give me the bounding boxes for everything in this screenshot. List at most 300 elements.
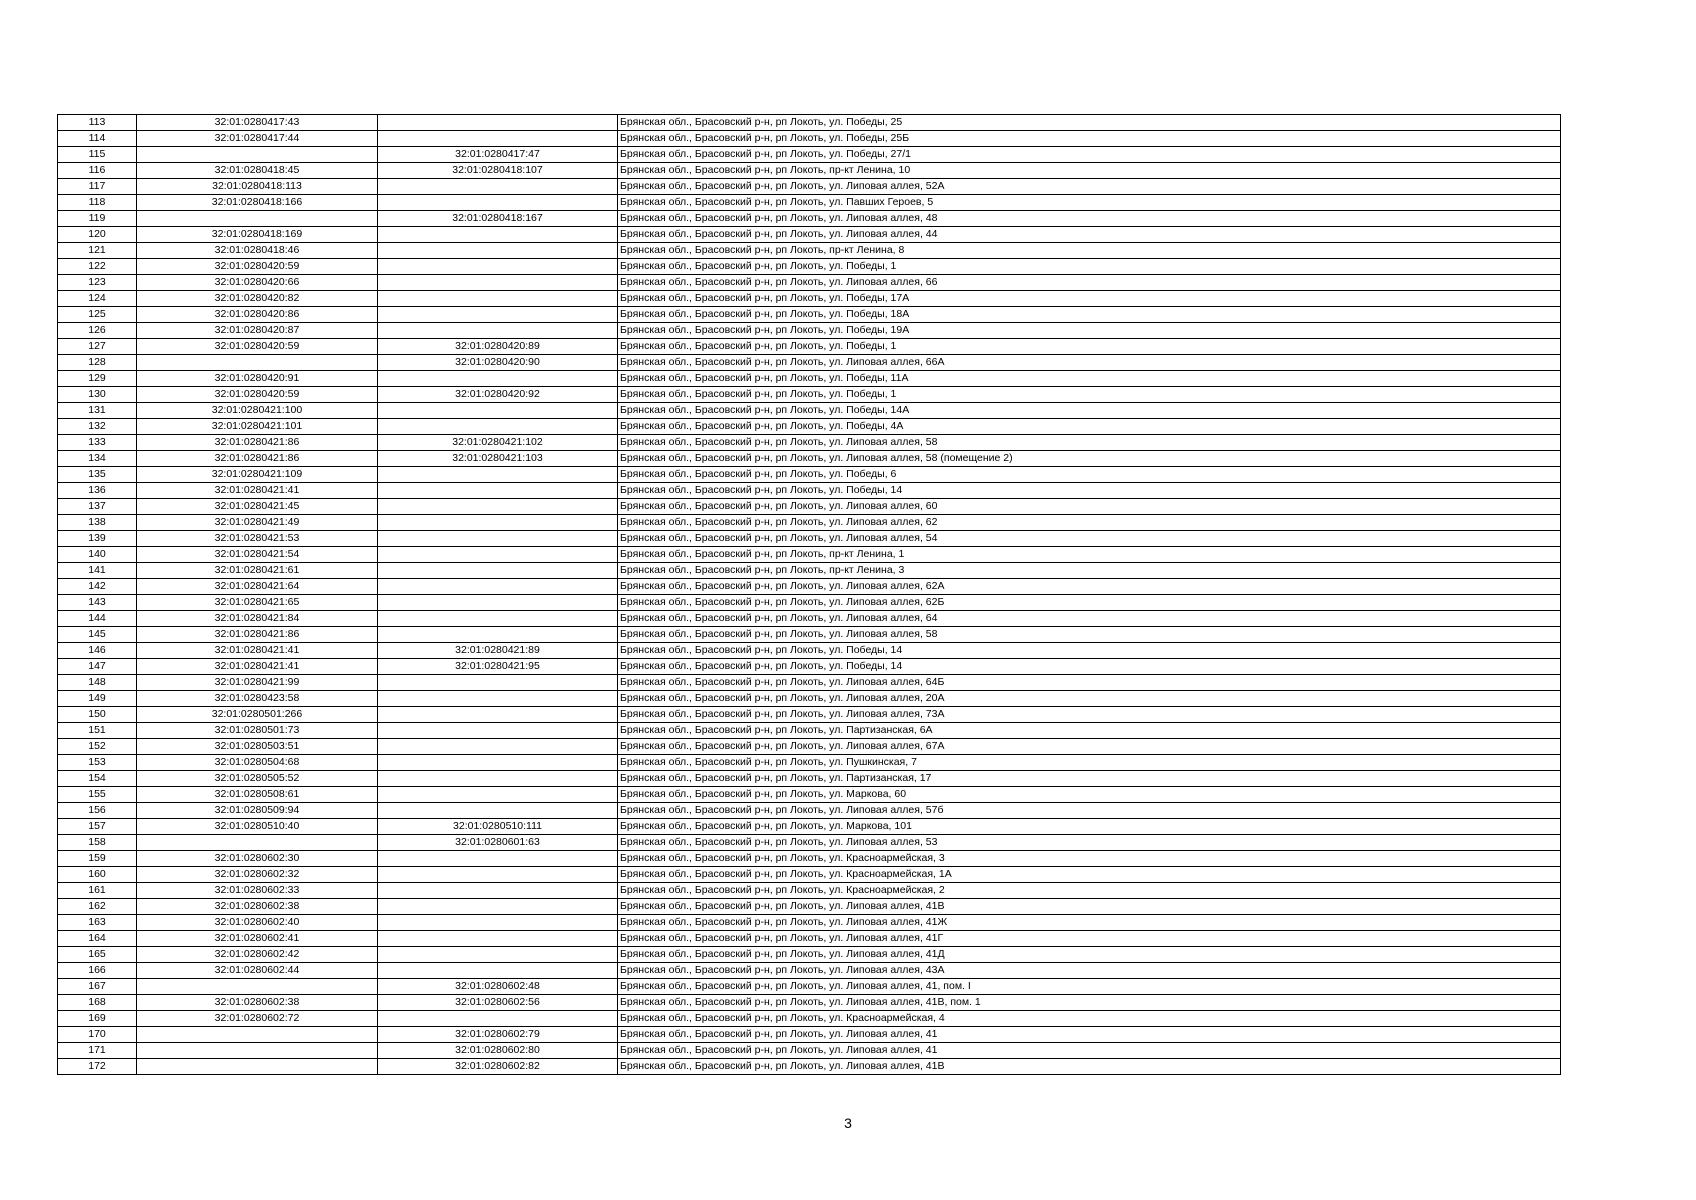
table-row [58, 947, 1561, 963]
address-cell: Брянская обл., Брасовский р-н, рп Локоть, ул. Победы, 1 [618, 259, 1561, 275]
row-number-cell: 138 [58, 515, 137, 531]
cadastral-number-cell: 32:01:0280421:109 [137, 467, 378, 483]
address-cell: Брянская обл., Брасовский р-н, рп Локоть, пр-кт Ленина, 10 [618, 163, 1561, 179]
cadastral-number-cell: 32:01:0280417:44 [137, 131, 378, 147]
address-cell: Брянская обл., Брасовский р-н, рп Локоть, ул. Победы, 25 [618, 115, 1561, 131]
related-cadastral-number-cell [378, 483, 618, 499]
address-cell: Брянская обл., Брасовский р-н, рп Локоть, ул. Липовая аллея, 62Б [618, 595, 1561, 611]
related-cadastral-number-cell [378, 963, 618, 979]
related-cadastral-number-cell [378, 259, 618, 275]
row-number-cell: 171 [58, 1043, 137, 1059]
address-cell: Брянская обл., Брасовский р-н, рп Локоть, ул. Липовая аллея, 58 [618, 627, 1561, 643]
address-cell: Брянская обл., Брасовский р-н, рп Локоть, ул. Липовая аллея, 67А [618, 739, 1561, 755]
address-cell: Брянская обл., Брасовский р-н, рп Локоть, ул. Победы, 18А [618, 307, 1561, 323]
cadastral-number-cell: 32:01:0280421:41 [137, 643, 378, 659]
table-row [58, 771, 1561, 787]
cadastral-number-cell: 32:01:0280602:40 [137, 915, 378, 931]
table-row [58, 755, 1561, 771]
row-number-cell: 164 [58, 931, 137, 947]
cadastral-number-cell: 32:01:0280420:66 [137, 275, 378, 291]
table-row [58, 995, 1561, 1011]
cadastral-number-cell: 32:01:0280421:45 [137, 499, 378, 515]
address-cell: Брянская обл., Брасовский р-н, рп Локоть, пр-кт Ленина, 1 [618, 547, 1561, 563]
cadastral-number-cell: 32:01:0280421:61 [137, 563, 378, 579]
table-row [58, 451, 1561, 467]
row-number-cell: 118 [58, 195, 137, 211]
table-row [58, 691, 1561, 707]
cadastral-number-cell: 32:01:0280421:54 [137, 547, 378, 563]
table-row [58, 915, 1561, 931]
cadastral-number-cell: 32:01:0280509:94 [137, 803, 378, 819]
related-cadastral-number-cell [378, 419, 618, 435]
table-row [58, 803, 1561, 819]
related-cadastral-number-cell [378, 723, 618, 739]
cadastral-number-cell: 32:01:0280602:38 [137, 995, 378, 1011]
cadastral-number-cell: 32:01:0280421:101 [137, 419, 378, 435]
row-number-cell: 146 [58, 643, 137, 659]
table-row [58, 819, 1561, 835]
row-number-cell: 152 [58, 739, 137, 755]
address-cell: Брянская обл., Брасовский р-н, рп Локоть, ул. Липовая аллея, 62А [618, 579, 1561, 595]
related-cadastral-number-cell [378, 515, 618, 531]
cadastral-number-cell: 32:01:0280418:166 [137, 195, 378, 211]
row-number-cell: 170 [58, 1027, 137, 1043]
related-cadastral-number-cell [378, 691, 618, 707]
related-cadastral-number-cell [378, 403, 618, 419]
cadastral-number-cell: 32:01:0280417:43 [137, 115, 378, 131]
address-cell: Брянская обл., Брасовский р-н, рп Локоть, ул. Липовая аллея, 41 [618, 1043, 1561, 1059]
table-row [58, 371, 1561, 387]
address-cell: Брянская обл., Брасовский р-н, рп Локоть, ул. Липовая аллея, 41Д [618, 947, 1561, 963]
address-cell: Брянская обл., Брасовский р-н, рп Локоть, ул. Липовая аллея, 73А [618, 707, 1561, 723]
row-number-cell: 117 [58, 179, 137, 195]
row-number-cell: 126 [58, 323, 137, 339]
related-cadastral-number-cell: 32:01:0280420:89 [378, 339, 618, 355]
row-number-cell: 161 [58, 883, 137, 899]
row-number-cell: 159 [58, 851, 137, 867]
cadastral-number-cell: 32:01:0280421:99 [137, 675, 378, 691]
cadastral-number-cell: 32:01:0280421:53 [137, 531, 378, 547]
address-cell: Брянская обл., Брасовский р-н, рп Локоть, ул. Липовая аллея, 48 [618, 211, 1561, 227]
address-cell: Брянская обл., Брасовский р-н, рп Локоть, ул. Красноармейская, 2 [618, 883, 1561, 899]
row-number-cell: 158 [58, 835, 137, 851]
table-row [58, 979, 1561, 995]
row-number-cell: 121 [58, 243, 137, 259]
address-cell: Брянская обл., Брасовский р-н, рп Локоть, ул. Победы, 14 [618, 483, 1561, 499]
related-cadastral-number-cell: 32:01:0280421:89 [378, 643, 618, 659]
related-cadastral-number-cell [378, 323, 618, 339]
row-number-cell: 141 [58, 563, 137, 579]
related-cadastral-number-cell [378, 915, 618, 931]
row-number-cell: 155 [58, 787, 137, 803]
row-number-cell: 131 [58, 403, 137, 419]
cadastral-number-cell: 32:01:0280420:87 [137, 323, 378, 339]
cadastral-number-cell: 32:01:0280421:65 [137, 595, 378, 611]
row-number-cell: 139 [58, 531, 137, 547]
row-number-cell: 145 [58, 627, 137, 643]
cadastral-number-cell: 32:01:0280510:40 [137, 819, 378, 835]
table-row [58, 547, 1561, 563]
row-number-cell: 144 [58, 611, 137, 627]
cadastral-number-cell: 32:01:0280418:113 [137, 179, 378, 195]
related-cadastral-number-cell [378, 771, 618, 787]
address-cell: Брянская обл., Брасовский р-н, рп Локоть, ул. Победы, 1 [618, 387, 1561, 403]
row-number-cell: 151 [58, 723, 137, 739]
address-cell: Брянская обл., Брасовский р-н, рп Локоть, ул. Липовая аллея, 41, пом. I [618, 979, 1561, 995]
address-cell: Брянская обл., Брасовский р-н, рп Локоть, ул. Липовая аллея, 20А [618, 691, 1561, 707]
address-cell: Брянская обл., Брасовский р-н, рп Локоть, ул. Липовая аллея, 41В [618, 1059, 1561, 1075]
row-number-cell: 172 [58, 1059, 137, 1075]
table-row [58, 931, 1561, 947]
table-row [58, 339, 1561, 355]
cadastral-number-cell: 32:01:0280421:84 [137, 611, 378, 627]
row-number-cell: 147 [58, 659, 137, 675]
row-number-cell: 125 [58, 307, 137, 323]
table-row [58, 435, 1561, 451]
address-cell: Брянская обл., Брасовский р-н, рп Локоть, ул. Липовая аллея, 66А [618, 355, 1561, 371]
address-cell: Брянская обл., Брасовский р-н, рп Локоть, ул. Липовая аллея, 41В [618, 899, 1561, 915]
related-cadastral-number-cell [378, 931, 618, 947]
table-row [58, 307, 1561, 323]
table-row [58, 1043, 1561, 1059]
cadastral-number-cell [137, 147, 378, 163]
row-number-cell: 157 [58, 819, 137, 835]
table-row [58, 147, 1561, 163]
address-cell: Брянская обл., Брасовский р-н, рп Локоть, ул. Липовая аллея, 41Г [618, 931, 1561, 947]
address-cell: Брянская обл., Брасовский р-н, рп Локоть, ул. Липовая аллея, 44 [618, 227, 1561, 243]
row-number-cell: 127 [58, 339, 137, 355]
address-cell: Брянская обл., Брасовский р-н, рп Локоть, ул. Победы, 11А [618, 371, 1561, 387]
cadastral-number-cell: 32:01:0280420:86 [137, 307, 378, 323]
address-cell: Брянская обл., Брасовский р-н, рп Локоть, ул. Красноармейская, 1А [618, 867, 1561, 883]
related-cadastral-number-cell: 32:01:0280602:79 [378, 1027, 618, 1043]
related-cadastral-number-cell [378, 275, 618, 291]
row-number-cell: 133 [58, 435, 137, 451]
related-cadastral-number-cell: 32:01:0280420:90 [378, 355, 618, 371]
related-cadastral-number-cell [378, 563, 618, 579]
address-cell: Брянская обл., Брасовский р-н, рп Локоть, пр-кт Ленина, 8 [618, 243, 1561, 259]
cadastral-number-cell: 32:01:0280508:61 [137, 787, 378, 803]
cadastral-number-cell: 32:01:0280420:59 [137, 339, 378, 355]
related-cadastral-number-cell [378, 739, 618, 755]
table-row [58, 835, 1561, 851]
table-row [58, 403, 1561, 419]
row-number-cell: 162 [58, 899, 137, 915]
cadastral-number-cell: 32:01:0280602:33 [137, 883, 378, 899]
address-cell: Брянская обл., Брасовский р-н, рп Локоть, ул. Липовая аллея, 58 [618, 435, 1561, 451]
row-number-cell: 154 [58, 771, 137, 787]
cadastral-number-cell [137, 355, 378, 371]
row-number-cell: 165 [58, 947, 137, 963]
table-row [58, 291, 1561, 307]
row-number-cell: 115 [58, 147, 137, 163]
related-cadastral-number-cell [378, 707, 618, 723]
row-number-cell: 140 [58, 547, 137, 563]
related-cadastral-number-cell [378, 243, 618, 259]
address-cell: Брянская обл., Брасовский р-н, рп Локоть, ул. Липовая аллея, 57б [618, 803, 1561, 819]
cadastral-number-cell: 32:01:0280602:30 [137, 851, 378, 867]
related-cadastral-number-cell [378, 179, 618, 195]
related-cadastral-number-cell: 32:01:0280602:48 [378, 979, 618, 995]
address-cell: Брянская обл., Брасовский р-н, рп Локоть, ул. Победы, 6 [618, 467, 1561, 483]
cadastral-number-cell [137, 979, 378, 995]
row-number-cell: 116 [58, 163, 137, 179]
row-number-cell: 123 [58, 275, 137, 291]
table-row [58, 163, 1561, 179]
cadastral-number-cell: 32:01:0280421:100 [137, 403, 378, 419]
related-cadastral-number-cell [378, 947, 618, 963]
cadastral-number-cell [137, 835, 378, 851]
cadastral-number-cell: 32:01:0280505:52 [137, 771, 378, 787]
table-row [58, 787, 1561, 803]
table-row [58, 243, 1561, 259]
table-row [58, 627, 1561, 643]
address-cell: Брянская обл., Брасовский р-н, рп Локоть, ул. Липовая аллея, 64Б [618, 675, 1561, 691]
address-cell: Брянская обл., Брасовский р-н, рп Локоть, ул. Маркова, 101 [618, 819, 1561, 835]
cadastral-number-cell: 32:01:0280423:58 [137, 691, 378, 707]
related-cadastral-number-cell: 32:01:0280417:47 [378, 147, 618, 163]
table-row [58, 659, 1561, 675]
related-cadastral-number-cell: 32:01:0280510:111 [378, 819, 618, 835]
cadastral-number-cell: 32:01:0280420:91 [137, 371, 378, 387]
table-row [58, 883, 1561, 899]
row-number-cell: 132 [58, 419, 137, 435]
row-number-cell: 156 [58, 803, 137, 819]
cadastral-number-cell: 32:01:0280421:86 [137, 435, 378, 451]
related-cadastral-number-cell [378, 547, 618, 563]
address-cell: Брянская обл., Брасовский р-н, рп Локоть, ул. Липовая аллея, 41 [618, 1027, 1561, 1043]
row-number-cell: 119 [58, 211, 137, 227]
address-cell: Брянская обл., Брасовский р-н, рп Локоть, ул. Победы, 25Б [618, 131, 1561, 147]
table-row [58, 867, 1561, 883]
related-cadastral-number-cell [378, 131, 618, 147]
table-row [58, 115, 1561, 131]
related-cadastral-number-cell: 32:01:0280418:167 [378, 211, 618, 227]
row-number-cell: 113 [58, 115, 137, 131]
address-cell: Брянская обл., Брасовский р-н, рп Локоть, ул. Победы, 17А [618, 291, 1561, 307]
cadastral-number-cell: 32:01:0280501:266 [137, 707, 378, 723]
related-cadastral-number-cell [378, 1011, 618, 1027]
related-cadastral-number-cell: 32:01:0280421:95 [378, 659, 618, 675]
address-cell: Брянская обл., Брасовский р-н, рп Локоть, ул. Липовая аллея, 41В, пом. 1 [618, 995, 1561, 1011]
address-cell: Брянская обл., Брасовский р-н, рп Локоть, ул. Красноармейская, 4 [618, 1011, 1561, 1027]
cadastral-number-cell [137, 211, 378, 227]
cadastral-number-cell: 32:01:0280420:82 [137, 291, 378, 307]
table-row [58, 1059, 1561, 1075]
table-row [58, 531, 1561, 547]
address-cell: Брянская обл., Брасовский р-н, рп Локоть, ул. Липовая аллея, 64 [618, 611, 1561, 627]
address-cell: Брянская обл., Брасовский р-н, рп Локоть, ул. Победы, 14А [618, 403, 1561, 419]
row-number-cell: 166 [58, 963, 137, 979]
cadastral-number-cell: 32:01:0280421:41 [137, 659, 378, 675]
related-cadastral-number-cell [378, 755, 618, 771]
table-row [58, 467, 1561, 483]
address-cell: Брянская обл., Брасовский р-н, рп Локоть, ул. Липовая аллея, 52А [618, 179, 1561, 195]
row-number-cell: 143 [58, 595, 137, 611]
cadastral-table [57, 114, 1561, 1075]
row-number-cell: 149 [58, 691, 137, 707]
row-number-cell: 153 [58, 755, 137, 771]
cadastral-number-cell: 32:01:0280504:68 [137, 755, 378, 771]
table-row [58, 643, 1561, 659]
table-row [58, 1011, 1561, 1027]
table-row [58, 195, 1561, 211]
address-cell: Брянская обл., Брасовский р-н, рп Локоть, пр-кт Ленина, 3 [618, 563, 1561, 579]
address-cell: Брянская обл., Брасовский р-н, рп Локоть, ул. Павших Героев, 5 [618, 195, 1561, 211]
related-cadastral-number-cell [378, 467, 618, 483]
address-cell: Брянская обл., Брасовский р-н, рп Локоть, ул. Липовая аллея, 41Ж [618, 915, 1561, 931]
related-cadastral-number-cell: 32:01:0280421:103 [378, 451, 618, 467]
related-cadastral-number-cell [378, 851, 618, 867]
table-row [58, 483, 1561, 499]
related-cadastral-number-cell [378, 803, 618, 819]
address-cell: Брянская обл., Брасовский р-н, рп Локоть, ул. Победы, 27/1 [618, 147, 1561, 163]
related-cadastral-number-cell [378, 227, 618, 243]
table-row [58, 131, 1561, 147]
row-number-cell: 114 [58, 131, 137, 147]
cadastral-number-cell: 32:01:0280418:46 [137, 243, 378, 259]
row-number-cell: 129 [58, 371, 137, 387]
related-cadastral-number-cell: 32:01:0280602:56 [378, 995, 618, 1011]
table-row [58, 275, 1561, 291]
related-cadastral-number-cell: 32:01:0280601:63 [378, 835, 618, 851]
cadastral-number-cell: 32:01:0280503:51 [137, 739, 378, 755]
table-row [58, 323, 1561, 339]
table-row [58, 899, 1561, 915]
related-cadastral-number-cell [378, 115, 618, 131]
related-cadastral-number-cell [378, 899, 618, 915]
row-number-cell: 148 [58, 675, 137, 691]
related-cadastral-number-cell [378, 579, 618, 595]
cadastral-number-cell: 32:01:0280418:45 [137, 163, 378, 179]
related-cadastral-number-cell [378, 883, 618, 899]
table-row [58, 563, 1561, 579]
cadastral-number-cell [137, 1059, 378, 1075]
row-number-cell: 136 [58, 483, 137, 499]
row-number-cell: 124 [58, 291, 137, 307]
address-cell: Брянская обл., Брасовский р-н, рп Локоть, ул. Липовая аллея, 58 (помещение 2) [618, 451, 1561, 467]
address-cell: Брянская обл., Брасовский р-н, рп Локоть, ул. Партизанская, 6А [618, 723, 1561, 739]
related-cadastral-number-cell [378, 499, 618, 515]
address-cell: Брянская обл., Брасовский р-н, рп Локоть, ул. Победы, 19А [618, 323, 1561, 339]
cadastral-number-cell: 32:01:0280602:41 [137, 931, 378, 947]
address-cell: Брянская обл., Брасовский р-н, рп Локоть, ул. Маркова, 60 [618, 787, 1561, 803]
row-number-cell: 160 [58, 867, 137, 883]
address-cell: Брянская обл., Брасовский р-н, рп Локоть, ул. Красноармейская, 3 [618, 851, 1561, 867]
page-number: 3 [844, 1115, 852, 1131]
row-number-cell: 120 [58, 227, 137, 243]
related-cadastral-number-cell [378, 531, 618, 547]
related-cadastral-number-cell [378, 307, 618, 323]
table-row [58, 739, 1561, 755]
related-cadastral-number-cell [378, 371, 618, 387]
table-row [58, 179, 1561, 195]
row-number-cell: 122 [58, 259, 137, 275]
table-row [58, 355, 1561, 371]
table-row [58, 515, 1561, 531]
cadastral-number-cell: 32:01:0280602:72 [137, 1011, 378, 1027]
table-row [58, 227, 1561, 243]
cadastral-number-cell: 32:01:0280421:86 [137, 451, 378, 467]
cadastral-number-cell: 32:01:0280420:59 [137, 259, 378, 275]
address-cell: Брянская обл., Брасовский р-н, рп Локоть, ул. Партизанская, 17 [618, 771, 1561, 787]
table-body [58, 115, 1561, 1075]
related-cadastral-number-cell: 32:01:0280602:82 [378, 1059, 618, 1075]
address-cell: Брянская обл., Брасовский р-н, рп Локоть, ул. Победы, 4А [618, 419, 1561, 435]
cadastral-number-cell: 32:01:0280602:44 [137, 963, 378, 979]
related-cadastral-number-cell [378, 627, 618, 643]
row-number-cell: 134 [58, 451, 137, 467]
related-cadastral-number-cell: 32:01:0280421:102 [378, 435, 618, 451]
cadastral-number-cell: 32:01:0280602:32 [137, 867, 378, 883]
cadastral-number-cell: 32:01:0280421:86 [137, 627, 378, 643]
table-row [58, 499, 1561, 515]
address-cell: Брянская обл., Брасовский р-н, рп Локоть, ул. Пушкинская, 7 [618, 755, 1561, 771]
row-number-cell: 163 [58, 915, 137, 931]
cadastral-number-cell: 32:01:0280602:38 [137, 899, 378, 915]
table-row [58, 595, 1561, 611]
table-row [58, 579, 1561, 595]
table-row [58, 963, 1561, 979]
related-cadastral-number-cell: 32:01:0280602:80 [378, 1043, 618, 1059]
address-cell: Брянская обл., Брасовский р-н, рп Локоть, ул. Липовая аллея, 54 [618, 531, 1561, 547]
related-cadastral-number-cell [378, 867, 618, 883]
table-row [58, 707, 1561, 723]
row-number-cell: 168 [58, 995, 137, 1011]
address-cell: Брянская обл., Брасовский р-н, рп Локоть, ул. Липовая аллея, 43А [618, 963, 1561, 979]
related-cadastral-number-cell [378, 675, 618, 691]
related-cadastral-number-cell: 32:01:0280418:107 [378, 163, 618, 179]
table-row [58, 211, 1561, 227]
address-cell: Брянская обл., Брасовский р-н, рп Локоть, ул. Липовая аллея, 62 [618, 515, 1561, 531]
table-row [58, 851, 1561, 867]
row-number-cell: 142 [58, 579, 137, 595]
row-number-cell: 128 [58, 355, 137, 371]
related-cadastral-number-cell [378, 611, 618, 627]
table-row [58, 419, 1561, 435]
related-cadastral-number-cell [378, 787, 618, 803]
cadastral-number-cell: 32:01:0280421:64 [137, 579, 378, 595]
cadastral-number-cell: 32:01:0280501:73 [137, 723, 378, 739]
address-cell: Брянская обл., Брасовский р-н, рп Локоть, ул. Липовая аллея, 66 [618, 275, 1561, 291]
table-row [58, 1027, 1561, 1043]
address-cell: Брянская обл., Брасовский р-н, рп Локоть, ул. Победы, 1 [618, 339, 1561, 355]
related-cadastral-number-cell: 32:01:0280420:92 [378, 387, 618, 403]
row-number-cell: 135 [58, 467, 137, 483]
row-number-cell: 169 [58, 1011, 137, 1027]
related-cadastral-number-cell [378, 291, 618, 307]
table-row [58, 387, 1561, 403]
row-number-cell: 130 [58, 387, 137, 403]
address-cell: Брянская обл., Брасовский р-н, рп Локоть, ул. Победы, 14 [618, 659, 1561, 675]
cadastral-number-cell: 32:01:0280420:59 [137, 387, 378, 403]
table-row [58, 675, 1561, 691]
address-cell: Брянская обл., Брасовский р-н, рп Локоть, ул. Липовая аллея, 60 [618, 499, 1561, 515]
cadastral-number-cell: 32:01:0280421:41 [137, 483, 378, 499]
address-cell: Брянская обл., Брасовский р-н, рп Локоть, ул. Липовая аллея, 53 [618, 835, 1561, 851]
cadastral-number-cell [137, 1043, 378, 1059]
table-row [58, 723, 1561, 739]
table-row [58, 611, 1561, 627]
row-number-cell: 137 [58, 499, 137, 515]
cadastral-number-cell: 32:01:0280418:169 [137, 227, 378, 243]
cadastral-number-cell: 32:01:0280602:42 [137, 947, 378, 963]
related-cadastral-number-cell [378, 195, 618, 211]
row-number-cell: 150 [58, 707, 137, 723]
cadastral-number-cell: 32:01:0280421:49 [137, 515, 378, 531]
row-number-cell: 167 [58, 979, 137, 995]
cadastral-number-cell [137, 1027, 378, 1043]
